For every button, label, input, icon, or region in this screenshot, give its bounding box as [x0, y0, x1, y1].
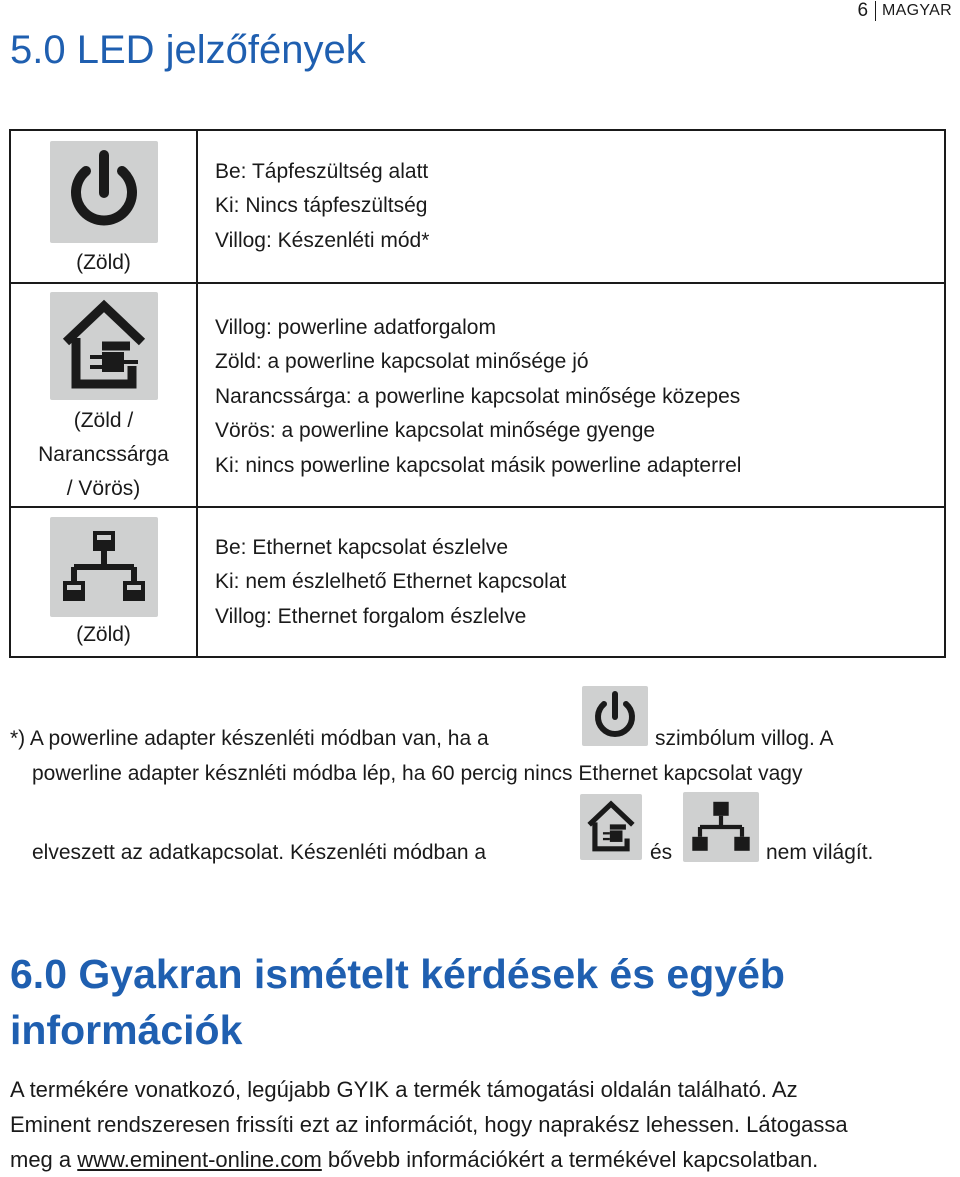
led-color-label: (Zöld / Narancssárga / Vörös) — [38, 409, 169, 500]
led-description — [197, 283, 945, 507]
section-title-led: 5.0 LED jelzőfények — [10, 28, 366, 72]
desc-line: Vörös: a powerline kapcsolat minősége gyenge — [215, 419, 656, 443]
desc-line: Narancssárga: a powerline kapcsolat minősége közepes — [215, 384, 741, 408]
desc-line: Ki: nem észlelhető Ethernet kapcsolat — [215, 570, 567, 594]
ethernet-network-icon — [683, 792, 759, 862]
eminent-website-link[interactable]: www.eminent-online.com — [77, 1147, 322, 1172]
led-description — [197, 507, 945, 657]
desc-line: Ki: nincs powerline kapcsolat másik powerline adapterrel — [215, 453, 742, 477]
faq-paragraph — [10, 1072, 950, 1177]
led-icon-cell — [10, 283, 197, 507]
power-icon — [582, 686, 648, 746]
led-color-label: (Zöld) — [76, 623, 131, 646]
desc-line: Be: Tápfeszültség alatt — [215, 160, 429, 183]
led-row-powerline — [10, 283, 945, 507]
led-icon-cell — [10, 130, 197, 283]
page-number: 6 — [857, 0, 869, 21]
desc-line: Villog: Készenléti mód* — [215, 228, 430, 252]
note-text: *) A powerline adapter készenléti módban van, ha a — [10, 727, 489, 750]
note-text: elveszett az adatkapcsolat. Készenléti módban a — [32, 841, 487, 864]
faq-text: A termékére vonatkozó, legújabb GYIK a termék támogatási oldalán található. Az — [10, 1077, 798, 1102]
header-divider — [875, 1, 876, 21]
faq-text: meg a — [10, 1147, 78, 1172]
language-label: MAGYAR — [882, 2, 952, 19]
desc-line: Be: Ethernet kapcsolat észlelve — [215, 536, 508, 559]
led-row-power — [10, 130, 945, 283]
desc-line: Zöld: a powerline kapcsolat minősége jó — [215, 350, 589, 374]
faq-text: bővebb információkért a termékével kapcsolatban. — [321, 1147, 819, 1172]
note-text: powerline adapter késznléti módba lép, ha 60 percig nincs Ethernet kapcsolat vagy — [32, 762, 803, 785]
led-icon-cell — [10, 507, 197, 657]
section-title-faq: 6.0 Gyakran ismételt kérdések és egyéb információk — [10, 951, 785, 1053]
led-description — [197, 130, 945, 283]
faq-text: Eminent rendszeresen frissíti ezt az információt, hogy naprakész lehessen. Látogassa — [10, 1112, 848, 1137]
note-text: és — [650, 841, 673, 864]
led-row-ethernet — [10, 507, 945, 657]
power-icon — [50, 141, 158, 243]
note-text: szimbólum villog. A — [655, 727, 834, 750]
ethernet-network-icon — [50, 517, 158, 617]
desc-line: Ki: Nincs tápfeszültség — [215, 194, 428, 218]
powerline-house-icon — [580, 794, 642, 860]
note-text: nem világít. — [766, 841, 874, 864]
page-header — [857, 0, 952, 22]
led-table — [9, 129, 946, 658]
desc-line: Villog: Ethernet forgalom észlelve — [215, 604, 527, 628]
powerline-house-icon — [50, 292, 158, 400]
led-color-label: (Zöld) — [76, 251, 131, 274]
desc-line: Villog: powerline adatforgalom — [215, 316, 496, 339]
